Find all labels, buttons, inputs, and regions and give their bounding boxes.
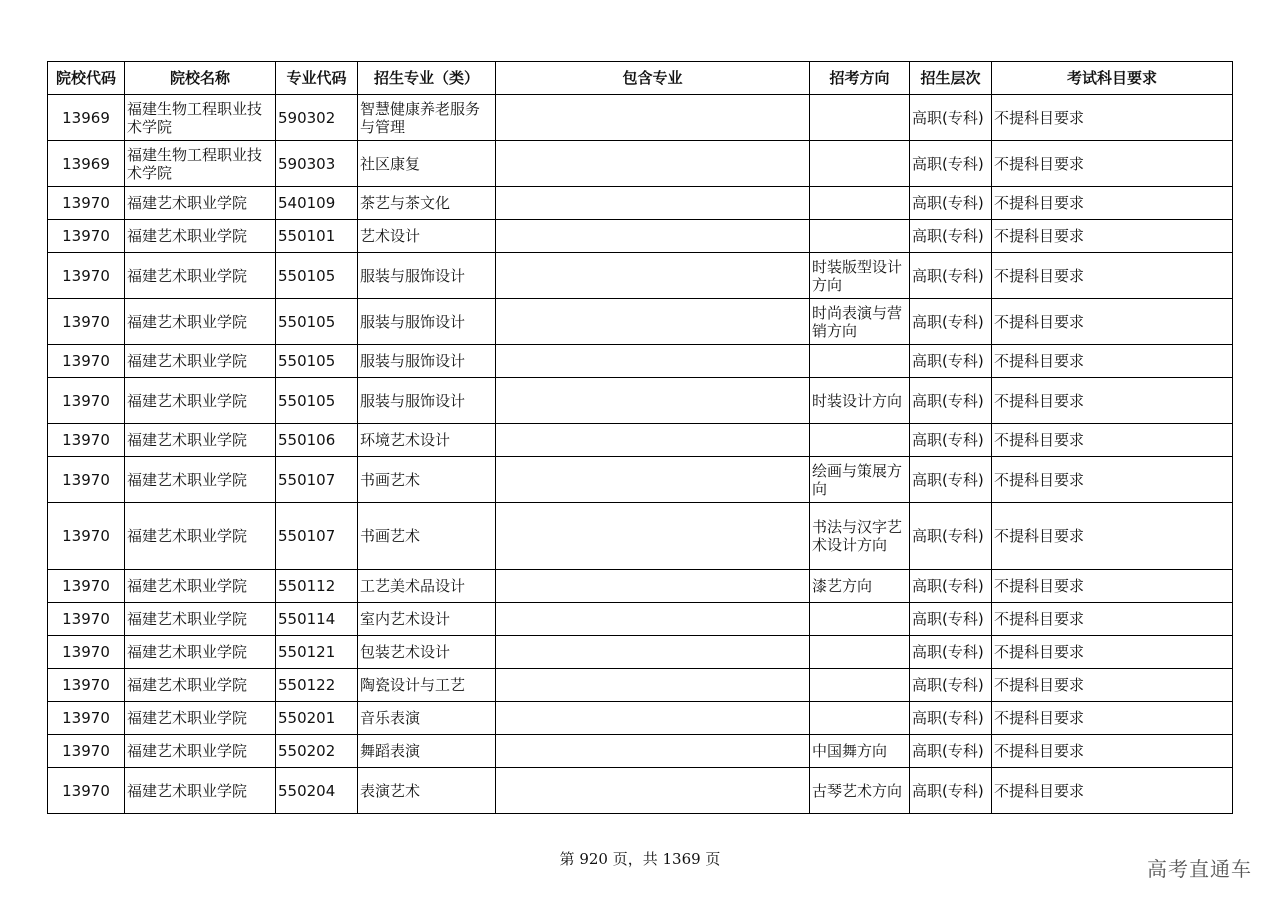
school-code-cell: 13970 [48, 570, 125, 603]
major-code-cell: 590303 [276, 141, 358, 187]
header-level: 招生层次 [910, 62, 992, 95]
school-code-cell: 13970 [48, 187, 125, 220]
direction-cell: 时尚表演与营销方向 [810, 299, 910, 345]
major-cell: 表演艺术 [358, 768, 496, 814]
included-majors-cell [496, 603, 810, 636]
direction-cell: 时装设计方向 [810, 378, 910, 424]
header-school-name: 院校名称 [125, 62, 276, 95]
school-name-cell: 福建生物工程职业技术学院 [125, 95, 276, 141]
table-row [48, 636, 1233, 669]
school-name-cell: 福建艺术职业学院 [125, 669, 276, 702]
major-cell: 舞蹈表演 [358, 735, 496, 768]
header-subject-requirements: 考试科目要求 [992, 62, 1233, 95]
school-name-cell: 福建艺术职业学院 [125, 603, 276, 636]
subject-requirements-cell: 不提科目要求 [992, 187, 1233, 220]
school-code-cell: 13970 [48, 378, 125, 424]
included-majors-cell [496, 95, 810, 141]
subject-requirements-cell: 不提科目要求 [992, 702, 1233, 735]
major-cell: 包装艺术设计 [358, 636, 496, 669]
major-code-cell: 550105 [276, 253, 358, 299]
table-row [48, 503, 1233, 570]
major-code-cell: 550202 [276, 735, 358, 768]
level-cell: 高职(专科) [910, 768, 992, 814]
included-majors-cell [496, 768, 810, 814]
major-code-cell: 550204 [276, 768, 358, 814]
school-name-cell: 福建艺术职业学院 [125, 253, 276, 299]
table-row [48, 603, 1233, 636]
included-majors-cell [496, 378, 810, 424]
subject-requirements-cell: 不提科目要求 [992, 299, 1233, 345]
school-code-cell: 13970 [48, 669, 125, 702]
school-code-cell: 13970 [48, 253, 125, 299]
level-cell: 高职(专科) [910, 636, 992, 669]
major-cell: 服装与服饰设计 [358, 253, 496, 299]
table-row [48, 735, 1233, 768]
school-name-cell: 福建艺术职业学院 [125, 299, 276, 345]
watermark-text: 高考直通车 [1147, 857, 1252, 881]
table-row [48, 768, 1233, 814]
direction-cell [810, 702, 910, 735]
subject-requirements-cell: 不提科目要求 [992, 457, 1233, 503]
major-code-cell: 550122 [276, 669, 358, 702]
major-code-cell: 550107 [276, 503, 358, 570]
level-cell: 高职(专科) [910, 345, 992, 378]
table-row [48, 669, 1233, 702]
direction-cell [810, 141, 910, 187]
school-name-cell: 福建生物工程职业技术学院 [125, 141, 276, 187]
school-code-cell: 13970 [48, 345, 125, 378]
included-majors-cell [496, 702, 810, 735]
school-name-cell: 福建艺术职业学院 [125, 768, 276, 814]
direction-cell: 绘画与策展方向 [810, 457, 910, 503]
level-cell: 高职(专科) [910, 141, 992, 187]
table-row [48, 570, 1233, 603]
school-code-cell: 13970 [48, 735, 125, 768]
level-cell: 高职(专科) [910, 95, 992, 141]
table-row [48, 457, 1233, 503]
table-row [48, 702, 1233, 735]
major-code-cell: 540109 [276, 187, 358, 220]
direction-cell: 时装版型设计方向 [810, 253, 910, 299]
included-majors-cell [496, 345, 810, 378]
level-cell: 高职(专科) [910, 570, 992, 603]
school-name-cell: 福建艺术职业学院 [125, 345, 276, 378]
subject-requirements-cell: 不提科目要求 [992, 378, 1233, 424]
major-cell: 书画艺术 [358, 503, 496, 570]
direction-cell [810, 220, 910, 253]
major-cell: 工艺美术品设计 [358, 570, 496, 603]
included-majors-cell [496, 187, 810, 220]
direction-cell [810, 187, 910, 220]
major-cell: 茶艺与茶文化 [358, 187, 496, 220]
direction-cell [810, 345, 910, 378]
direction-cell: 中国舞方向 [810, 735, 910, 768]
level-cell: 高职(专科) [910, 603, 992, 636]
included-majors-cell [496, 424, 810, 457]
major-code-cell: 550114 [276, 603, 358, 636]
subject-requirements-cell: 不提科目要求 [992, 345, 1233, 378]
school-name-cell: 福建艺术职业学院 [125, 424, 276, 457]
school-name-cell: 福建艺术职业学院 [125, 187, 276, 220]
level-cell: 高职(专科) [910, 253, 992, 299]
school-code-cell: 13970 [48, 457, 125, 503]
table-row [48, 378, 1233, 424]
school-name-cell: 福建艺术职业学院 [125, 378, 276, 424]
direction-cell: 漆艺方向 [810, 570, 910, 603]
major-cell: 艺术设计 [358, 220, 496, 253]
level-cell: 高职(专科) [910, 424, 992, 457]
header-school-code: 院校代码 [48, 62, 125, 95]
subject-requirements-cell: 不提科目要求 [992, 735, 1233, 768]
school-name-cell: 福建艺术职业学院 [125, 636, 276, 669]
header-included-majors: 包含专业 [496, 62, 810, 95]
included-majors-cell [496, 220, 810, 253]
school-name-cell: 福建艺术职业学院 [125, 570, 276, 603]
included-majors-cell [496, 735, 810, 768]
level-cell: 高职(专科) [910, 220, 992, 253]
level-cell: 高职(专科) [910, 457, 992, 503]
included-majors-cell [496, 503, 810, 570]
school-name-cell: 福建艺术职业学院 [125, 503, 276, 570]
major-cell: 服装与服饰设计 [358, 378, 496, 424]
direction-cell [810, 424, 910, 457]
major-cell: 社区康复 [358, 141, 496, 187]
header-major-code: 专业代码 [276, 62, 358, 95]
school-code-cell: 13969 [48, 141, 125, 187]
direction-cell [810, 636, 910, 669]
subject-requirements-cell: 不提科目要求 [992, 95, 1233, 141]
included-majors-cell [496, 636, 810, 669]
subject-requirements-cell: 不提科目要求 [992, 503, 1233, 570]
level-cell: 高职(专科) [910, 299, 992, 345]
school-code-cell: 13970 [48, 220, 125, 253]
subject-requirements-cell: 不提科目要求 [992, 570, 1233, 603]
included-majors-cell [496, 669, 810, 702]
table-row [48, 187, 1233, 220]
header-direction: 招考方向 [810, 62, 910, 95]
major-code-cell: 550105 [276, 299, 358, 345]
major-code-cell: 550201 [276, 702, 358, 735]
included-majors-cell [496, 253, 810, 299]
admissions-table [47, 61, 1233, 814]
school-name-cell: 福建艺术职业学院 [125, 735, 276, 768]
table-row [48, 220, 1233, 253]
subject-requirements-cell: 不提科目要求 [992, 768, 1233, 814]
header-major: 招生专业（类） [358, 62, 496, 95]
table-row [48, 424, 1233, 457]
major-cell: 音乐表演 [358, 702, 496, 735]
level-cell: 高职(专科) [910, 669, 992, 702]
school-code-cell: 13970 [48, 636, 125, 669]
direction-cell [810, 603, 910, 636]
school-name-cell: 福建艺术职业学院 [125, 220, 276, 253]
included-majors-cell [496, 299, 810, 345]
level-cell: 高职(专科) [910, 378, 992, 424]
major-code-cell: 550101 [276, 220, 358, 253]
school-code-cell: 13970 [48, 768, 125, 814]
subject-requirements-cell: 不提科目要求 [992, 424, 1233, 457]
subject-requirements-cell: 不提科目要求 [992, 669, 1233, 702]
major-cell: 服装与服饰设计 [358, 345, 496, 378]
major-cell: 书画艺术 [358, 457, 496, 503]
page-number: 第 920 页，共 1369 页 [559, 850, 721, 868]
school-code-cell: 13970 [48, 603, 125, 636]
subject-requirements-cell: 不提科目要求 [992, 141, 1233, 187]
direction-cell [810, 669, 910, 702]
direction-cell [810, 95, 910, 141]
table-row [48, 299, 1233, 345]
school-code-cell: 13970 [48, 503, 125, 570]
table-row [48, 345, 1233, 378]
school-code-cell: 13970 [48, 299, 125, 345]
level-cell: 高职(专科) [910, 503, 992, 570]
school-code-cell: 13969 [48, 95, 125, 141]
subject-requirements-cell: 不提科目要求 [992, 636, 1233, 669]
major-cell: 服装与服饰设计 [358, 299, 496, 345]
major-cell: 陶瓷设计与工艺 [358, 669, 496, 702]
major-code-cell: 550105 [276, 345, 358, 378]
table-row [48, 95, 1233, 141]
included-majors-cell [496, 570, 810, 603]
school-code-cell: 13970 [48, 424, 125, 457]
major-code-cell: 550105 [276, 378, 358, 424]
major-cell: 环境艺术设计 [358, 424, 496, 457]
major-code-cell: 550107 [276, 457, 358, 503]
subject-requirements-cell: 不提科目要求 [992, 220, 1233, 253]
included-majors-cell [496, 457, 810, 503]
major-cell: 智慧健康养老服务与管理 [358, 95, 496, 141]
school-name-cell: 福建艺术职业学院 [125, 457, 276, 503]
school-code-cell: 13970 [48, 702, 125, 735]
major-code-cell: 550121 [276, 636, 358, 669]
direction-cell: 书法与汉字艺术设计方向 [810, 503, 910, 570]
table-header-row [48, 62, 1233, 95]
table-body [48, 95, 1233, 814]
major-code-cell: 550106 [276, 424, 358, 457]
table-row [48, 253, 1233, 299]
table-row [48, 141, 1233, 187]
school-name-cell: 福建艺术职业学院 [125, 702, 276, 735]
major-code-cell: 550112 [276, 570, 358, 603]
major-code-cell: 590302 [276, 95, 358, 141]
level-cell: 高职(专科) [910, 187, 992, 220]
major-cell: 室内艺术设计 [358, 603, 496, 636]
level-cell: 高职(专科) [910, 735, 992, 768]
level-cell: 高职(专科) [910, 702, 992, 735]
included-majors-cell [496, 141, 810, 187]
direction-cell: 古琴艺术方向 [810, 768, 910, 814]
subject-requirements-cell: 不提科目要求 [992, 603, 1233, 636]
subject-requirements-cell: 不提科目要求 [992, 253, 1233, 299]
